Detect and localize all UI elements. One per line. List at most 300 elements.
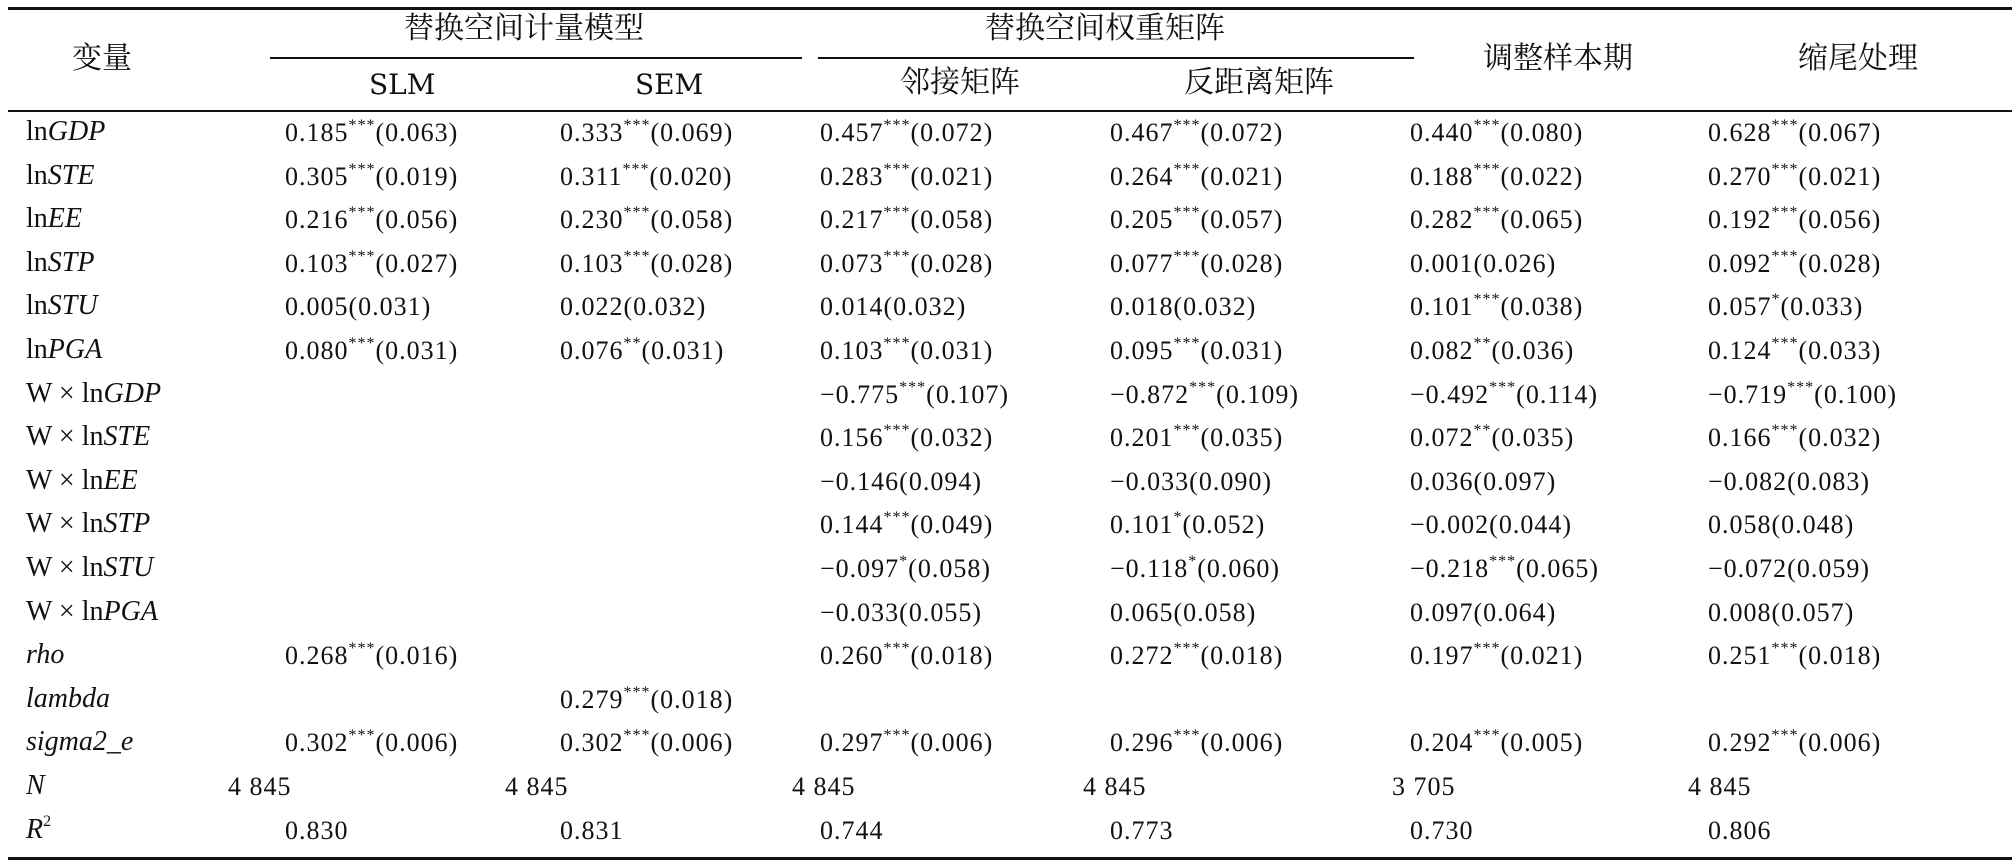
coefficient: 0.103 bbox=[560, 248, 624, 278]
n-cell: 4 845 bbox=[505, 772, 569, 801]
row-label-name: PGA bbox=[103, 595, 158, 627]
coefficient: 0.192 bbox=[1708, 205, 1772, 235]
table-cell bbox=[820, 204, 994, 235]
table-cell bbox=[560, 335, 725, 365]
std-error: (0.097) bbox=[1473, 466, 1557, 496]
significance-stars: *** bbox=[1173, 335, 1201, 352]
table-cell bbox=[1110, 160, 1284, 191]
significance-stars: *** bbox=[348, 335, 376, 352]
significance-stars: *** bbox=[1771, 422, 1799, 440]
std-error: (0.031) bbox=[641, 336, 725, 365]
coefficient: 0.201 bbox=[1110, 423, 1174, 453]
top-rule bbox=[8, 7, 2012, 10]
significance-stars: ** bbox=[1473, 422, 1492, 440]
significance-stars: *** bbox=[883, 160, 911, 178]
std-error: (0.032) bbox=[1173, 292, 1257, 322]
std-error: (0.020) bbox=[649, 161, 733, 191]
significance-stars: *** bbox=[883, 117, 911, 134]
table-cell bbox=[1110, 204, 1284, 235]
significance-stars: *** bbox=[1173, 160, 1201, 178]
coefficient: 0.282 bbox=[1410, 205, 1474, 235]
table-cell bbox=[1410, 291, 1584, 322]
row-label-n: N bbox=[26, 770, 45, 801]
group1-underline bbox=[270, 57, 802, 59]
row-label-name: EE bbox=[103, 464, 138, 496]
row-label-name: GDP bbox=[103, 377, 162, 409]
coefficient: 0.251 bbox=[1708, 641, 1772, 671]
header-adjacency: 邻接矩阵 bbox=[900, 65, 1020, 100]
std-error: (0.109) bbox=[1216, 379, 1299, 409]
std-error: (0.057) bbox=[1771, 597, 1855, 627]
coefficient: −0.033 bbox=[1110, 466, 1190, 496]
row-label-name: STU bbox=[103, 552, 154, 583]
table-cell bbox=[1110, 335, 1284, 365]
std-error: (0.059) bbox=[1787, 554, 1870, 583]
std-error: (0.080) bbox=[1500, 118, 1584, 147]
row-label-name: rho bbox=[26, 639, 65, 671]
std-error: (0.005) bbox=[1500, 728, 1584, 758]
table-cell bbox=[820, 640, 994, 671]
coefficient: 0.296 bbox=[1110, 728, 1174, 758]
significance-stars: * bbox=[1771, 291, 1781, 309]
table-cell bbox=[285, 117, 459, 147]
coefficient: 0.204 bbox=[1410, 728, 1474, 758]
r2-label: R bbox=[26, 813, 44, 845]
significance-stars: *** bbox=[348, 247, 376, 265]
significance-stars: *** bbox=[1771, 640, 1799, 658]
table-cell bbox=[1708, 117, 1882, 147]
row-label-prefix: W × ln bbox=[26, 595, 104, 627]
table-cell bbox=[1410, 512, 1572, 538]
significance-stars: *** bbox=[883, 509, 911, 527]
table-cell bbox=[820, 117, 994, 147]
std-error: (0.033) bbox=[1798, 336, 1882, 365]
row-label-name: GDP bbox=[47, 116, 106, 147]
std-error: (0.027) bbox=[375, 248, 459, 278]
row-label-name: STP bbox=[47, 246, 95, 278]
coefficient: −0.033 bbox=[820, 597, 900, 627]
significance-stars: *** bbox=[1489, 378, 1517, 396]
coefficient: −0.118 bbox=[1110, 554, 1189, 583]
coefficient: 0.302 bbox=[560, 728, 624, 758]
std-error: (0.055) bbox=[899, 597, 982, 627]
std-error: (0.032) bbox=[910, 423, 994, 453]
coefficient: 0.101 bbox=[1110, 510, 1174, 540]
coefficient: 0.022 bbox=[560, 292, 624, 322]
std-error: (0.026) bbox=[1473, 248, 1557, 278]
coefficient: 0.065 bbox=[1110, 597, 1174, 627]
coefficient: −0.492 bbox=[1410, 379, 1490, 409]
std-error: (0.032) bbox=[1798, 423, 1882, 453]
significance-stars: *** bbox=[1173, 117, 1201, 134]
coefficient: 0.216 bbox=[285, 205, 349, 235]
significance-stars: ** bbox=[1473, 335, 1492, 352]
table-cell bbox=[1410, 204, 1584, 235]
std-error: (0.018) bbox=[1798, 641, 1882, 671]
std-error: (0.021) bbox=[1500, 641, 1584, 671]
table-cell bbox=[1110, 466, 1272, 496]
row-label bbox=[26, 205, 82, 233]
significance-stars: *** bbox=[1787, 378, 1815, 396]
table-cell bbox=[1410, 727, 1584, 758]
coefficient: −0.775 bbox=[820, 379, 900, 409]
significance-stars: *** bbox=[1173, 204, 1201, 222]
coefficient: 0.005 bbox=[285, 292, 349, 322]
coefficient: −0.082 bbox=[1708, 466, 1788, 496]
significance-stars: *** bbox=[348, 160, 376, 178]
coefficient: 0.124 bbox=[1708, 336, 1772, 365]
std-error: (0.058) bbox=[650, 205, 734, 235]
table-cell bbox=[1110, 509, 1266, 540]
table-cell bbox=[1410, 335, 1575, 365]
table-cell bbox=[1708, 556, 1870, 582]
row-label bbox=[26, 377, 162, 409]
table-cell bbox=[1410, 597, 1557, 627]
significance-stars: *** bbox=[348, 727, 376, 745]
coefficient: 0.095 bbox=[1110, 336, 1174, 365]
std-error: (0.052) bbox=[1182, 510, 1266, 540]
coefficient: −0.097 bbox=[820, 554, 900, 583]
table-cell bbox=[1410, 640, 1584, 671]
significance-stars: *** bbox=[1473, 727, 1501, 745]
coefficient: 0.080 bbox=[285, 336, 349, 365]
std-error: (0.035) bbox=[1200, 423, 1284, 453]
table-cell bbox=[820, 160, 994, 191]
table-cell bbox=[285, 204, 459, 235]
coefficient: 0.457 bbox=[820, 118, 884, 147]
header-rule bbox=[8, 110, 2012, 112]
table-cell bbox=[1410, 378, 1599, 409]
coefficient: 0.101 bbox=[1410, 292, 1474, 322]
table-cell bbox=[820, 509, 994, 540]
table-cell bbox=[1110, 553, 1281, 583]
row-label bbox=[26, 554, 153, 582]
coefficient: 0.279 bbox=[560, 684, 624, 714]
significance-stars: *** bbox=[1771, 204, 1799, 222]
n-cell: 4 845 bbox=[792, 772, 856, 801]
std-error: (0.036) bbox=[1491, 336, 1575, 365]
table-cell bbox=[1708, 727, 1882, 758]
table-cell bbox=[1410, 466, 1557, 496]
significance-stars: *** bbox=[1173, 422, 1201, 440]
std-error: (0.060) bbox=[1197, 554, 1281, 583]
significance-stars: *** bbox=[1473, 204, 1501, 222]
table-cell bbox=[1708, 597, 1855, 627]
significance-stars: *** bbox=[1771, 247, 1799, 265]
header-inverse-distance: 反距离矩阵 bbox=[1184, 65, 1334, 100]
significance-stars: *** bbox=[623, 117, 651, 134]
table-cell bbox=[560, 160, 733, 191]
significance-stars: *** bbox=[1473, 117, 1501, 134]
table-cell bbox=[1708, 335, 1882, 365]
group2-underline bbox=[818, 57, 1414, 59]
bottom-rule bbox=[8, 857, 2012, 860]
significance-stars: *** bbox=[1771, 335, 1799, 352]
significance-stars: *** bbox=[883, 640, 911, 658]
r2-cell: 0.744 bbox=[820, 815, 884, 845]
table-cell bbox=[820, 466, 982, 496]
table-cell bbox=[1110, 294, 1256, 320]
std-error: (0.006) bbox=[650, 728, 734, 758]
std-error: (0.006) bbox=[910, 728, 994, 758]
coefficient: 0.272 bbox=[1110, 641, 1174, 671]
table-cell bbox=[1110, 640, 1284, 671]
std-error: (0.031) bbox=[910, 336, 994, 365]
coefficient: 0.097 bbox=[1410, 597, 1474, 627]
std-error: (0.094) bbox=[899, 466, 982, 496]
std-error: (0.035) bbox=[1491, 423, 1575, 453]
coefficient: 0.077 bbox=[1110, 248, 1174, 278]
row-label-prefix: ln bbox=[26, 334, 48, 365]
significance-stars: * bbox=[1188, 553, 1198, 570]
std-error: (0.056) bbox=[375, 205, 459, 235]
coefficient: 0.217 bbox=[820, 205, 884, 235]
table-cell bbox=[285, 727, 459, 758]
coefficient: 0.197 bbox=[1410, 641, 1474, 671]
coefficient: 0.311 bbox=[560, 161, 623, 191]
std-error: (0.018) bbox=[650, 684, 734, 714]
row-label-name: sigma2_e bbox=[26, 726, 134, 758]
row-label-prefix: ln bbox=[26, 290, 48, 322]
row-label bbox=[26, 464, 138, 496]
coefficient: 0.440 bbox=[1410, 118, 1474, 147]
table-cell bbox=[285, 294, 431, 320]
std-error: (0.065) bbox=[1516, 554, 1599, 583]
row-label-prefix: ln bbox=[26, 246, 48, 278]
significance-stars: *** bbox=[883, 335, 911, 352]
coefficient: 0.333 bbox=[560, 118, 624, 147]
table-cell bbox=[820, 727, 994, 758]
table-cell bbox=[1708, 422, 1882, 453]
coefficient: 0.260 bbox=[820, 641, 884, 671]
row-label bbox=[26, 118, 105, 146]
std-error: (0.064) bbox=[1473, 597, 1557, 627]
table-cell bbox=[560, 294, 706, 320]
table-cell bbox=[1110, 117, 1284, 147]
std-error: (0.031) bbox=[1200, 336, 1284, 365]
std-error: (0.063) bbox=[375, 118, 459, 147]
std-error: (0.038) bbox=[1500, 292, 1584, 322]
std-error: (0.028) bbox=[1200, 248, 1284, 278]
header-group-spatial-model: 替换空间计量模型 bbox=[404, 11, 644, 46]
significance-stars: *** bbox=[1173, 727, 1201, 745]
row-label-name: STE bbox=[47, 159, 95, 191]
significance-stars: *** bbox=[1473, 640, 1501, 658]
row-label-name: STP bbox=[103, 508, 151, 540]
table-cell bbox=[285, 335, 459, 365]
significance-stars: *** bbox=[1473, 160, 1501, 178]
table-cell bbox=[1410, 248, 1557, 278]
table-cell bbox=[1708, 378, 1897, 409]
r2-superscript: 2 bbox=[43, 812, 52, 830]
significance-stars: *** bbox=[883, 727, 911, 745]
row-label bbox=[26, 336, 102, 364]
coefficient: 0.058 bbox=[1708, 510, 1772, 540]
row-label bbox=[26, 641, 64, 669]
coefficient: 0.205 bbox=[1110, 205, 1174, 235]
header-winsorize: 缩尾处理 bbox=[1798, 41, 1918, 76]
table-cell bbox=[1110, 422, 1284, 453]
std-error: (0.028) bbox=[1798, 248, 1882, 278]
header-adjust-sample: 调整样本期 bbox=[1483, 41, 1633, 76]
row-label bbox=[26, 510, 150, 538]
std-error: (0.069) bbox=[650, 118, 734, 147]
significance-stars: *** bbox=[622, 160, 650, 178]
row-label-prefix: W × ln bbox=[26, 421, 104, 453]
table-cell bbox=[1410, 117, 1584, 147]
significance-stars: *** bbox=[1771, 160, 1799, 178]
row-label-prefix: W × ln bbox=[26, 464, 104, 496]
table-cell bbox=[1110, 597, 1257, 627]
r2-cell: 0.831 bbox=[560, 815, 624, 845]
coefficient: 0.264 bbox=[1110, 161, 1174, 191]
coefficient: 0.628 bbox=[1708, 118, 1772, 147]
table-cell bbox=[820, 422, 994, 453]
std-error: (0.031) bbox=[348, 292, 432, 322]
coefficient: 0.072 bbox=[1410, 423, 1474, 453]
significance-stars: * bbox=[1173, 509, 1183, 527]
row-label-r2 bbox=[26, 812, 52, 845]
row-label-prefix: W × ln bbox=[26, 552, 104, 583]
table-cell bbox=[1410, 422, 1575, 453]
std-error: (0.006) bbox=[1798, 728, 1882, 758]
std-error: (0.048) bbox=[1771, 510, 1855, 540]
n-cell: 4 845 bbox=[228, 772, 292, 801]
std-error: (0.018) bbox=[1200, 641, 1284, 671]
coefficient: 0.092 bbox=[1708, 248, 1772, 278]
coefficient: 0.144 bbox=[820, 510, 884, 540]
coefficient: −0.218 bbox=[1410, 554, 1490, 583]
std-error: (0.028) bbox=[650, 248, 734, 278]
table-cell bbox=[560, 204, 734, 235]
significance-stars: *** bbox=[623, 683, 651, 701]
std-error: (0.114) bbox=[1516, 379, 1599, 409]
std-error: (0.056) bbox=[1798, 205, 1882, 235]
std-error: (0.083) bbox=[1787, 466, 1870, 496]
std-error: (0.006) bbox=[1200, 728, 1284, 758]
table-cell bbox=[1110, 727, 1284, 758]
header-variable: 变量 bbox=[72, 41, 132, 76]
row-label-name: EE bbox=[47, 203, 82, 235]
coefficient: 0.230 bbox=[560, 205, 624, 235]
table-cell bbox=[560, 683, 734, 714]
significance-stars: *** bbox=[899, 378, 927, 396]
coefficient: 0.076 bbox=[560, 336, 624, 365]
n-cell: 4 845 bbox=[1083, 772, 1147, 801]
r2-cell: 0.730 bbox=[1410, 815, 1474, 845]
significance-stars: *** bbox=[348, 640, 376, 658]
table-cell bbox=[560, 117, 734, 147]
coefficient: −0.719 bbox=[1708, 379, 1788, 409]
significance-stars: *** bbox=[1173, 640, 1201, 658]
significance-stars: *** bbox=[883, 422, 911, 440]
r2-cell: 0.773 bbox=[1110, 815, 1174, 845]
coefficient: 0.018 bbox=[1110, 292, 1174, 322]
coefficient: 0.008 bbox=[1708, 597, 1772, 627]
table-cell bbox=[1708, 466, 1870, 496]
std-error: (0.090) bbox=[1189, 466, 1272, 496]
std-error: (0.100) bbox=[1814, 379, 1897, 409]
table-cell bbox=[1410, 553, 1599, 583]
row-label bbox=[26, 246, 95, 278]
coefficient: −0.872 bbox=[1110, 379, 1190, 409]
table-cell bbox=[1708, 512, 1854, 538]
coefficient: 0.292 bbox=[1708, 728, 1772, 758]
std-error: (0.072) bbox=[1200, 118, 1284, 147]
std-error: (0.058) bbox=[1173, 597, 1257, 627]
table-cell bbox=[1410, 160, 1584, 191]
r2-cell: 0.830 bbox=[285, 815, 349, 845]
coefficient: 0.001 bbox=[1410, 248, 1474, 278]
std-error: (0.006) bbox=[375, 728, 459, 758]
table-cell bbox=[820, 335, 994, 365]
std-error: (0.032) bbox=[623, 292, 707, 322]
significance-stars: *** bbox=[883, 247, 911, 265]
significance-stars: *** bbox=[883, 204, 911, 222]
row-label bbox=[26, 682, 110, 714]
coefficient: 0.188 bbox=[1410, 161, 1474, 191]
coefficient: 0.166 bbox=[1708, 423, 1772, 453]
std-error: (0.067) bbox=[1798, 118, 1882, 147]
std-error: (0.021) bbox=[910, 161, 994, 191]
table-cell bbox=[560, 727, 734, 758]
table-cell bbox=[1110, 378, 1299, 409]
row-label bbox=[26, 728, 133, 756]
header-group-weight-matrix: 替换空间权重矩阵 bbox=[985, 11, 1225, 46]
std-error: (0.065) bbox=[1500, 205, 1584, 235]
row-label-prefix: ln bbox=[26, 116, 48, 147]
table-cell bbox=[285, 640, 459, 671]
coefficient: 0.082 bbox=[1410, 336, 1474, 365]
row-label bbox=[26, 423, 150, 451]
coefficient: 0.283 bbox=[820, 161, 884, 191]
header-slm: SLM bbox=[369, 68, 436, 101]
table-cell bbox=[1708, 247, 1882, 278]
std-error: (0.107) bbox=[926, 379, 1009, 409]
coefficient: 0.185 bbox=[285, 118, 349, 147]
table-cell bbox=[1708, 160, 1882, 191]
table-cell bbox=[1110, 247, 1284, 278]
coefficient: 0.305 bbox=[285, 161, 349, 191]
row-label-prefix: ln bbox=[26, 159, 48, 191]
table-cell bbox=[820, 553, 991, 583]
row-label-name: lambda bbox=[26, 682, 110, 714]
coefficient: −0.146 bbox=[820, 466, 900, 496]
std-error: (0.057) bbox=[1200, 205, 1284, 235]
row-label bbox=[26, 292, 98, 320]
table-cell bbox=[820, 378, 1009, 409]
coefficient: 0.297 bbox=[820, 728, 884, 758]
coefficient: 0.270 bbox=[1708, 161, 1772, 191]
coefficient: −0.002 bbox=[1410, 510, 1490, 540]
std-error: (0.033) bbox=[1780, 292, 1864, 322]
table-cell bbox=[820, 597, 982, 627]
row-label-name: STU bbox=[47, 290, 98, 322]
coefficient: 0.073 bbox=[820, 248, 884, 278]
coefficient: 0.467 bbox=[1110, 118, 1174, 147]
table-cell bbox=[1708, 204, 1882, 235]
significance-stars: *** bbox=[1771, 117, 1799, 134]
coefficient: 0.156 bbox=[820, 423, 884, 453]
header-sem: SEM bbox=[635, 68, 704, 101]
significance-stars: *** bbox=[348, 117, 376, 134]
row-label-prefix: W × ln bbox=[26, 377, 104, 409]
row-label-prefix: ln bbox=[26, 203, 48, 235]
coefficient: 0.036 bbox=[1410, 466, 1474, 496]
table-cell bbox=[820, 247, 994, 278]
table-cell bbox=[285, 160, 459, 191]
row-label-name: STE bbox=[103, 421, 151, 453]
